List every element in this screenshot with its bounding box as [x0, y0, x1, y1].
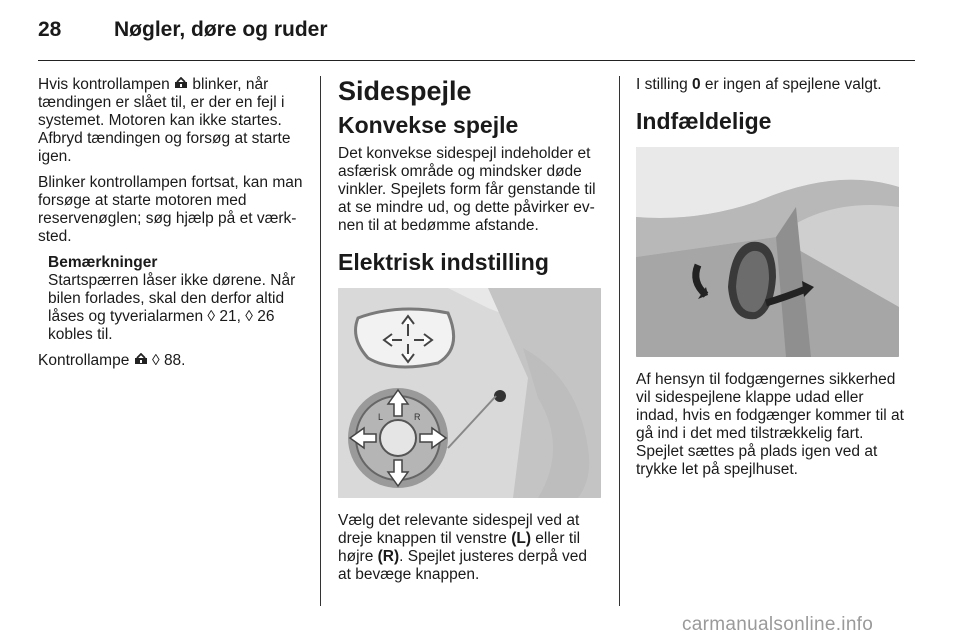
column-right [636, 76, 906, 487]
paragraph: I stilling 0 er ingen af spejlene valgt. [636, 76, 882, 93]
column-left [38, 76, 306, 378]
paragraph: Hvis kontrollampen blinker, når tændingen er slået til, er der en fejl i systemet. Motoren kan ikke startes. Afbryd tændingen og forsøg at starte igen. [38, 76, 291, 165]
paragraph: Blinker kontrollampen fortsat, kan man forsøge at starte motoren med reservenøglen; søg hjælp på et værk-sted. [38, 174, 303, 245]
folding-mirror-photo [636, 147, 899, 357]
watermark[interactable]: carmanualsonline.info [682, 614, 874, 635]
note-text: Startspærren låser ikke dørene. Når bilen forlades, skal den derfor altid låses og tyverialarmen ◊ 21, ◊ 26 kobles til. [48, 272, 296, 343]
page-title: Nøgler, døre og ruder [114, 18, 328, 41]
reference-icon: ◊ [207, 308, 216, 325]
page-number: 28 [38, 18, 62, 41]
column-divider [619, 76, 620, 606]
page-reference-link[interactable]: 88. [163, 352, 186, 369]
subsection-heading: Elektrisk indstilling [338, 249, 549, 275]
knob-label-r: R [414, 412, 421, 422]
page-reference-link[interactable]: 26 [257, 308, 275, 325]
subsection-heading: Indfældelige [636, 108, 772, 134]
page-header [38, 18, 918, 48]
paragraph: Vælg det relevante sidespejl ved at dreje knappen til venstre (L) eller til højre (R). Spejlet justeres derpå ved at bevæge knappen. [338, 512, 587, 583]
paragraph: Af hensyn til fodgængernes sikkerhed vil sidespejlene klappe udad eller indad, hvis en fodgænger kommer til at gå ind i det med tilstrækkelig fart. Spejlet sættes på plads igen ved at trykke let på spejlhuset. [636, 371, 904, 478]
column-divider [320, 76, 321, 606]
subsection-heading: Konvekse spejle [338, 112, 519, 138]
note-box [38, 254, 306, 344]
paragraph: Kontrollampe ◊ 88. [38, 352, 186, 369]
immobilizer-icon [174, 76, 188, 94]
section-heading: Sidespejle [338, 76, 472, 106]
immobilizer-icon [134, 352, 148, 370]
column-middle [338, 76, 604, 592]
note-heading: Bemærkninger [48, 254, 158, 271]
knob-label-l: L [378, 412, 384, 422]
reference-icon: ◊ [245, 308, 253, 325]
header-divider [38, 60, 915, 61]
mirror-control-photo [338, 288, 601, 498]
reference-icon: ◊ [151, 352, 160, 369]
page-reference-link[interactable]: 21 [219, 308, 237, 325]
paragraph: Det konvekse sidespejl indeholder et asfærisk område og mindsker døde vinkler. Spejlets form får genstande til at se mindre ud, og dette påvirker ev-nen til at bedømme afstande. [338, 145, 596, 234]
